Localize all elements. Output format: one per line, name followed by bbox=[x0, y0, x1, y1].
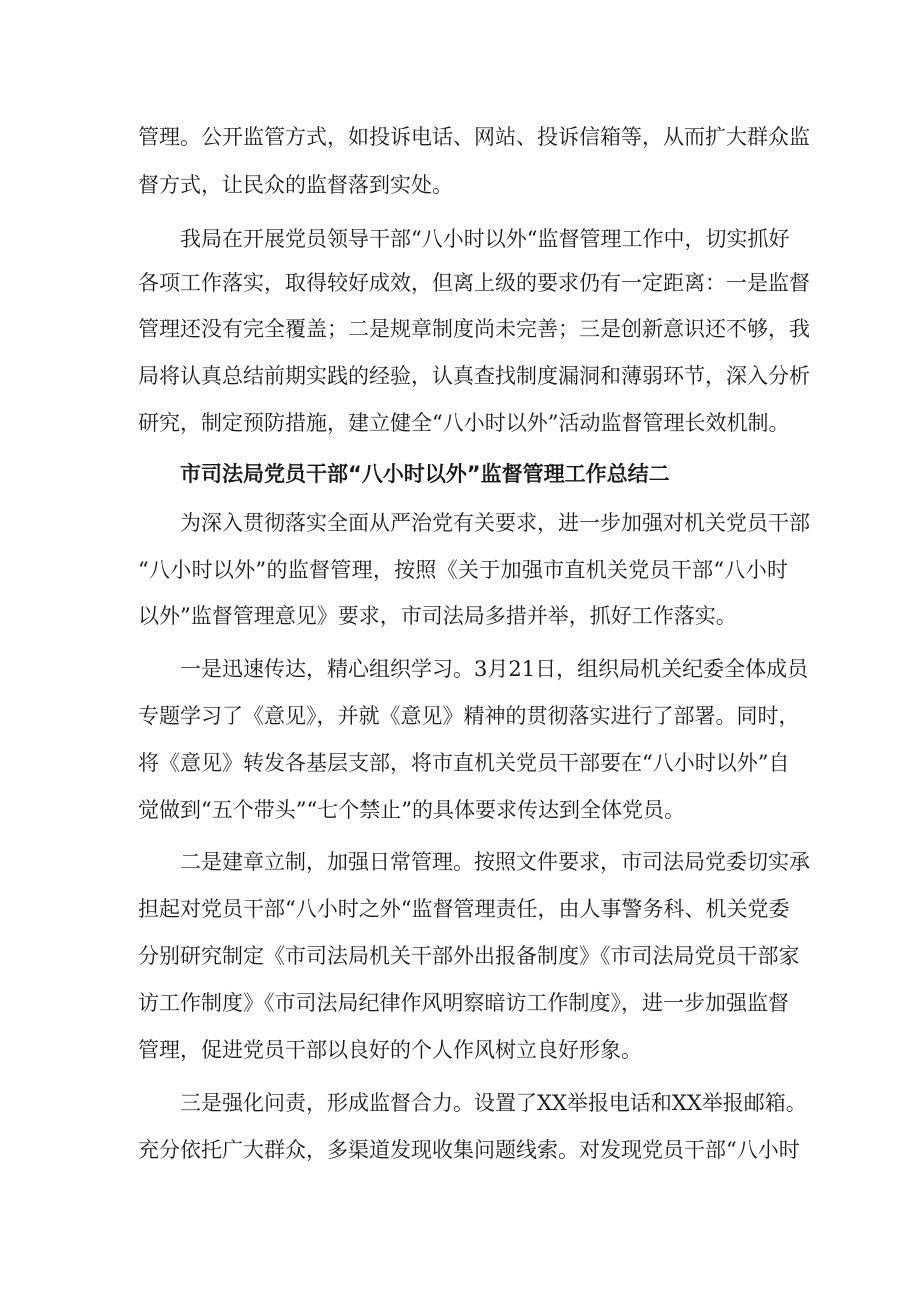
text-line: 管理，促进党员干部以良好的个人作风树立良好形象。 bbox=[138, 1038, 642, 1062]
section-heading: 市司法局党员干部“八小时以外”监督管理工作总结二 bbox=[180, 462, 670, 486]
text-line: 管理。公开监管方式，如投诉电话、网站、投诉信箱等，从而扩大群众监 bbox=[138, 125, 810, 149]
text-line: 局将认真总结前期实践的经验，认真查找制度漏洞和薄弱环节，深入分析 bbox=[138, 364, 810, 388]
text-line: 各项工作落实，取得较好成效，但离上级的要求仍有一定距离：一是监督 bbox=[138, 271, 810, 295]
text-line: 二是建章立制，加强日常管理。按照文件要求，市司法局党委切实承 bbox=[180, 850, 810, 874]
text-line: 一是迅速传达，精心组织学习。3月21日，组织局机关纪委全体成员 bbox=[180, 657, 809, 681]
text-line: 专题学习了《意见》，并就《意见》精神的贯彻落实进行了部署。同时， bbox=[138, 704, 800, 728]
text-line: 觉做到“五个带头”“七个禁止”的具体要求传达到全体党员。 bbox=[138, 798, 685, 822]
text-line: 访工作制度》《市司法局纪律作风明察暗访工作制度》，进一步加强监督 bbox=[138, 991, 789, 1015]
text-line: 研究，制定预防措施，建立健全“八小时以外”活动监督管理长效机制。 bbox=[138, 411, 790, 435]
text-line: 分别研究制定《市司法局机关干部外出报备制度》《市司法局党员干部家 bbox=[138, 944, 800, 968]
text-line: 充分依托广大群众，多渠道发现收集问题线索。对发现党员干部“八小时 bbox=[138, 1138, 800, 1162]
text-line: 管理还没有完全覆盖；二是规章制度尚未完善；三是创新意识还不够，我 bbox=[138, 317, 810, 341]
text-line: 督方式，让民众的监督落到实处。 bbox=[138, 173, 453, 197]
text-line: 三是强化问责，形成监督合力。设置了XX举报电话和XX举报邮箱。 bbox=[180, 1091, 807, 1115]
text-line: 我局在开展党员领导干部“八小时以外“监督管理工作中，切实抓好 bbox=[180, 227, 790, 251]
text-line: 为深入贯彻落实全面从严治党有关要求，进一步加强对机关党员干部 bbox=[180, 511, 810, 535]
text-line: 将《意见》转发各基层支部，将市直机关党员干部要在“八小时以外”自 bbox=[138, 751, 790, 775]
text-line: 担起对党员干部“八小时之外“监督管理责任，由人事警务科、机关党委 bbox=[138, 897, 790, 921]
text-line: 以外”监督管理意见》要求，市司法局多措并举，抓好工作落实。 bbox=[138, 604, 737, 628]
text-line: “八小时以外”的监督管理，按照《关于加强市直机关党员干部“八小时 bbox=[138, 558, 788, 582]
